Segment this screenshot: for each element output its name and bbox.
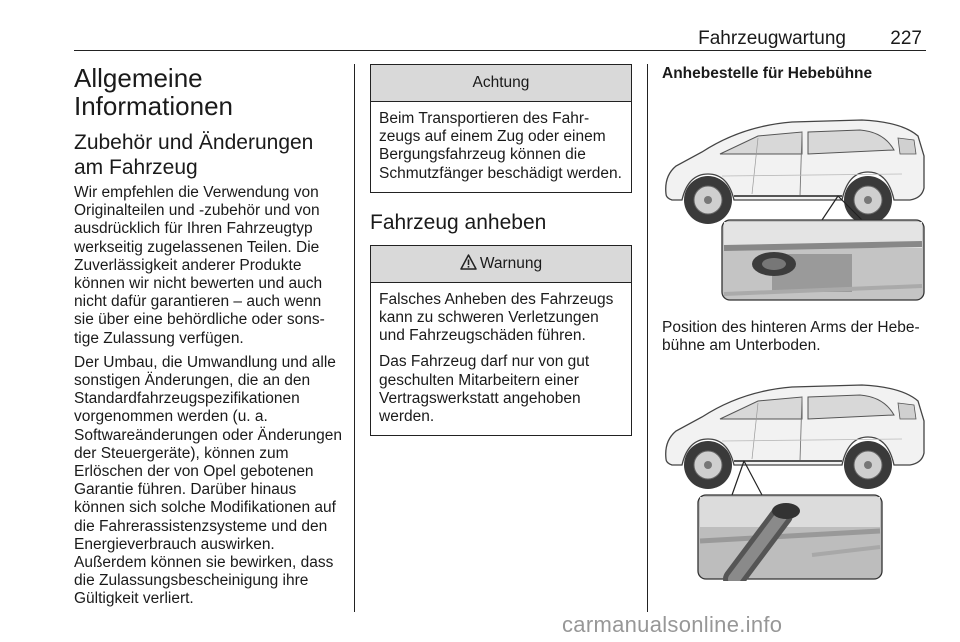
warning-title: Warnung [479,254,543,272]
figure-caption: Position des hinteren Arms der Hebebühne am Unterboden. [662,319,920,355]
caution-title: Achtung [371,65,631,102]
lift-point-illustration [662,96,928,307]
paragraph: Wir empfehlen die Verwendung von Originalteilen und -zubehör und von ausdrücklich für Ihren Fahrzeugtyp werkseitig zugelassenen Teilen. Die Zuverlässigkeit anderer Produkte können wir nicht bewerten und auch nicht dafür garantieren – auch wenn sie über eine behördliche oder sonstige Zulassung verfügen. [74,184,325,347]
section-title: Fahrzeugwartung [698,28,846,49]
warning-box [370,245,632,436]
warning-paragraph: Das Fahrzeug darf nur von gut geschulten Mitarbeitern einer Vertragswerkstatt angehoben werden. [379,353,590,426]
column-middle [370,64,632,436]
page-number: 227 [890,28,922,49]
main-heading: Allgemeine Informationen [74,63,233,121]
rear-arm-illustration [662,365,928,586]
warning-header [371,246,631,283]
column-left [74,64,342,615]
subheading: Zubehör und Änderungen am Fahrzeug [74,131,314,179]
column-right [662,64,928,586]
column-divider [647,64,648,612]
warning-paragraph: Falsches Anheben des Fahrzeugs kann zu schweren Verletzungen und Fahrzeugschäden führen. [379,290,614,345]
caution-box [370,64,632,193]
page-header [74,24,926,51]
watermark: carmanualsonline.info [562,612,783,637]
column-divider [354,64,355,612]
section-heading: Anhebestelle für Hebebühne [662,65,873,82]
paragraph: Der Umbau, die Umwandlung und alle sonstigen Änderungen, die an den Standardfahrzeugspezifikationen vorgenommen werden (u. a. Softwareänderungen oder Änderungen der Steuergeräte), können zum Erlöschen der von Opel gebotenen Garantie führen. Darüber hinaus können sich solche Modifikationen auf die Fahrerassistenzsysteme und den Energieverbrauch auswirken. Außerdem können sie bewirken, dass die Zulassungsbescheinigung ihre Gültigkeit verliert. [74,353,343,608]
warning-triangle-icon [460,248,477,284]
caution-text: Beim Transportieren des Fahrzeugs auf einem Zug oder einem Bergungsfahrzeug können die Schmutzfänger beschädigt werden. [379,110,622,182]
section-heading: Fahrzeug anheben [370,210,547,234]
